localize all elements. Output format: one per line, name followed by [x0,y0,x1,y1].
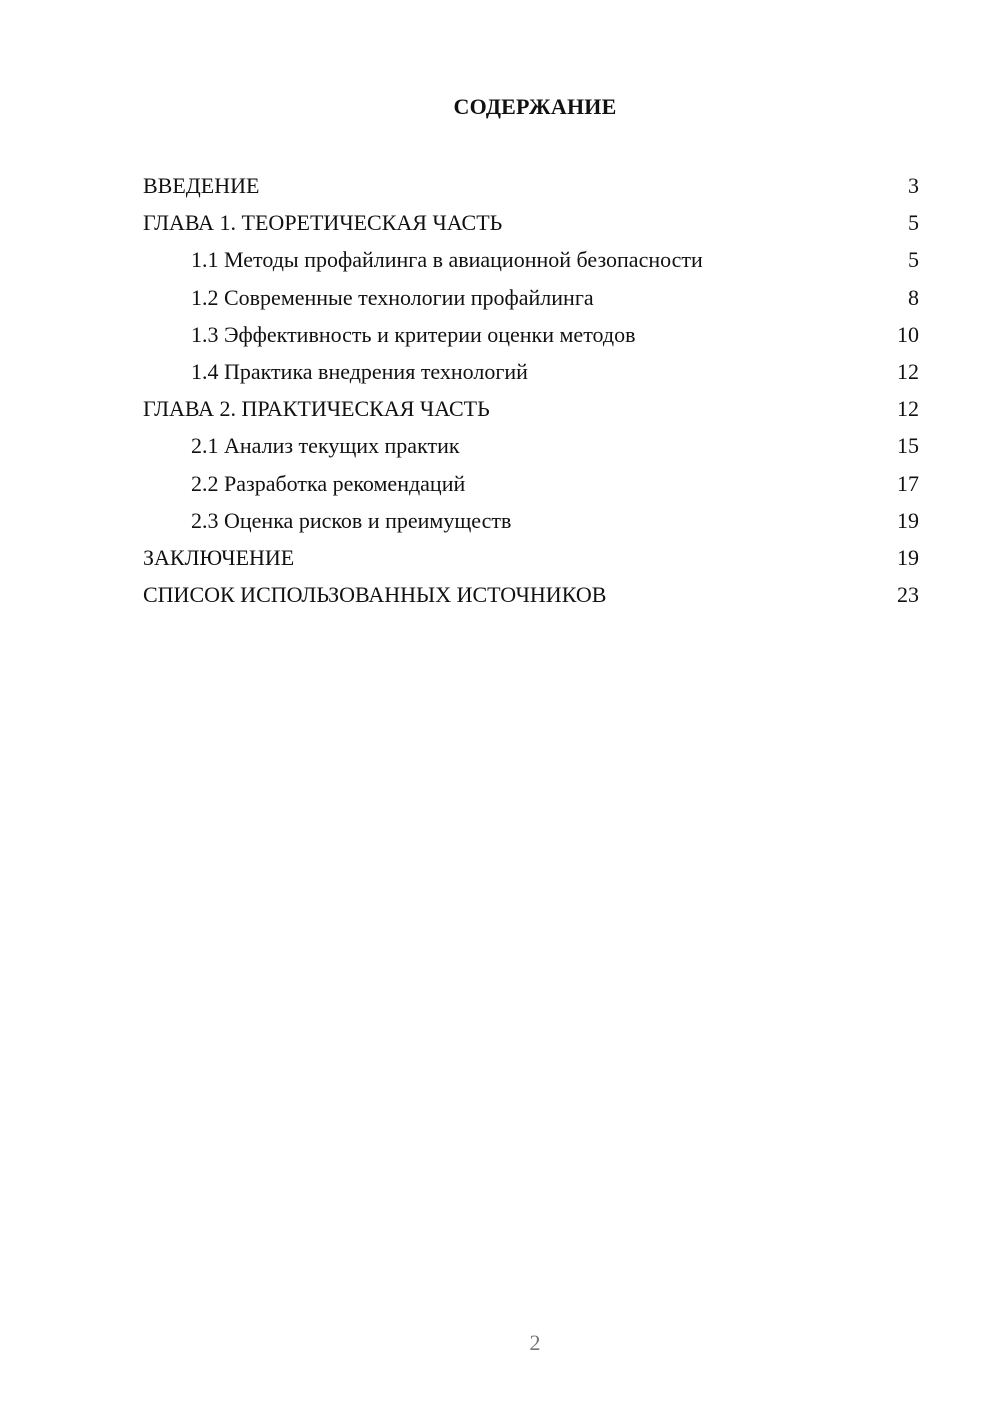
toc-title: СОДЕРЖАНИЕ [453,94,617,119]
toc-entry-subsection[interactable] [143,279,919,316]
toc-entry-subsection[interactable] [143,502,919,539]
toc-entry-section[interactable] [143,576,919,613]
toc-entry-page-number: 10 [897,321,919,347]
toc-entry-page-number: 12 [897,358,919,384]
toc-entry-label: ГЛАВА 1. ТЕОРЕТИЧЕСКАЯ ЧАСТЬ [143,210,503,236]
table-of-contents [143,167,919,613]
toc-entry-subsection[interactable] [143,316,919,353]
toc-entry-label: ГЛАВА 2. ПРАКТИЧЕСКАЯ ЧАСТЬ [143,396,490,422]
toc-entry-page-number: 3 [908,173,919,198]
toc-entry-page-number: 5 [908,210,919,236]
toc-entry-subsection[interactable] [143,465,919,502]
toc-entry-label: 1.1 Методы профайлинга в авиационной безопасности [191,247,703,273]
toc-entry-page-number: 17 [897,470,919,496]
toc-entry-section[interactable] [143,167,919,204]
toc-entry-subsection[interactable] [143,427,919,464]
toc-entry-page-number: 23 [897,582,919,608]
toc-entry-subsection[interactable] [143,241,919,278]
toc-entry-label: 2.1 Анализ текущих практик [191,433,460,459]
toc-entry-page-number: 15 [897,433,919,459]
toc-entry-section[interactable] [143,539,919,576]
toc-entry-label: 1.4 Практика внедрения технологий [191,358,528,384]
toc-entry-label: ЗАКЛЮЧЕНИЕ [143,544,295,570]
toc-entry-label: 1.2 Современные технологии профайлинга [191,284,594,310]
toc-entry-label: ВВЕДЕНИЕ [143,173,260,198]
toc-entry-label: 2.2 Разработка рекомендаций [191,470,466,496]
toc-entry-label: СПИСОК ИСПОЛЬЗОВАННЫХ ИСТОЧНИКОВ [143,582,607,608]
toc-entry-page-number: 19 [897,544,919,570]
toc-entry-page-number: 8 [908,284,919,310]
page-number: 2 [529,1330,541,1355]
toc-entry-subsection[interactable] [143,353,919,390]
toc-entry-section[interactable] [143,390,919,427]
toc-entry-label: 1.3 Эффективность и критерии оценки методов [191,321,636,347]
toc-entry-page-number: 12 [897,396,919,422]
toc-entry-label: 2.3 Оценка рисков и преимуществ [191,507,512,533]
toc-entry-page-number: 5 [908,247,919,273]
toc-entry-section[interactable] [143,204,919,241]
toc-entry-page-number: 19 [897,507,919,533]
